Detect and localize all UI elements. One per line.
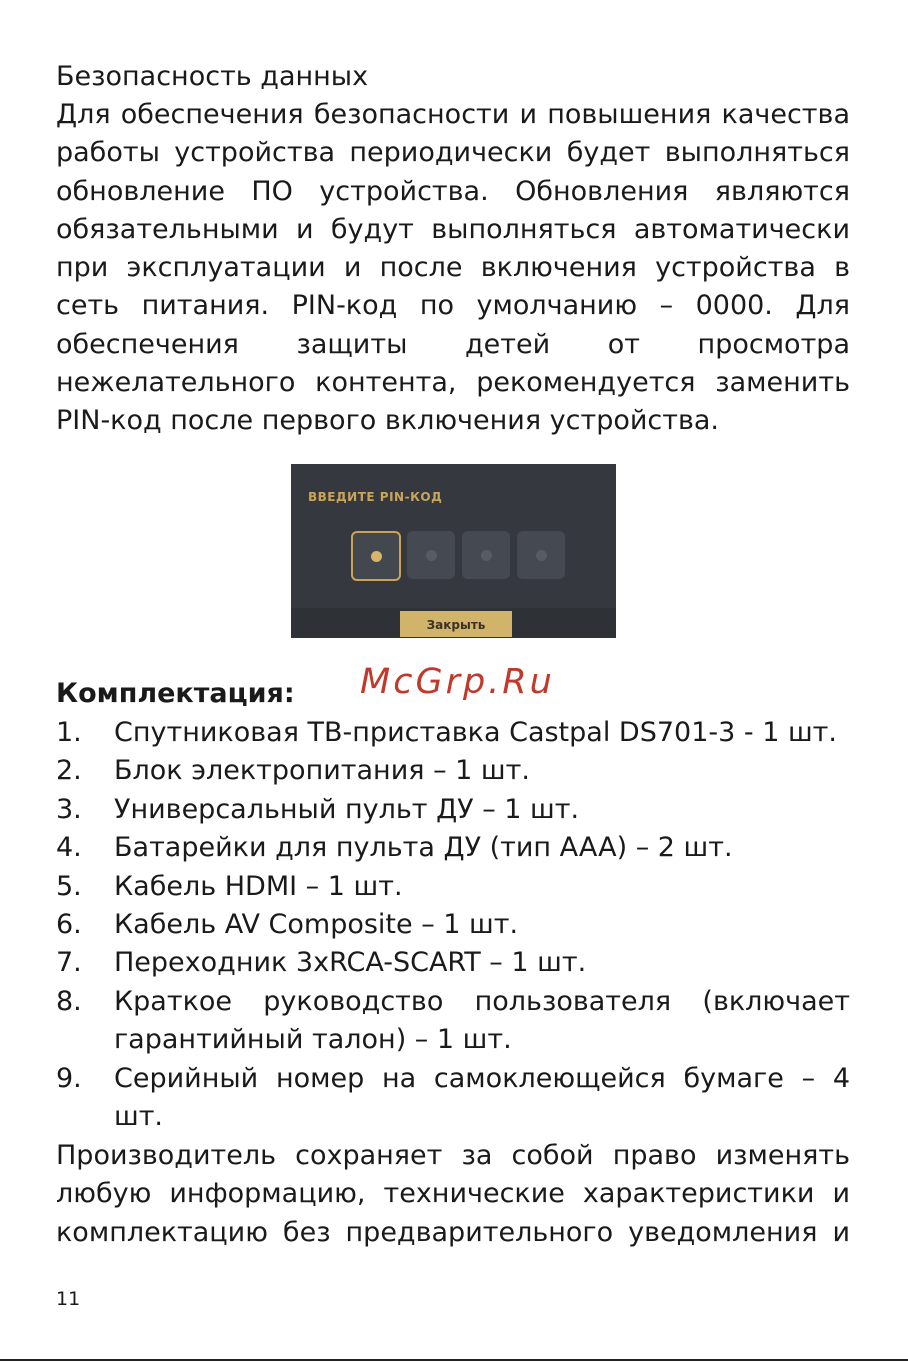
- list-item-text: Серийный номер на самоклеющейся бумаге – 4 шт.: [114, 1062, 850, 1133]
- list-item-text: Кабель HDMI – 1 шт.: [114, 870, 403, 902]
- list-item-number: 6.: [56, 909, 82, 941]
- disclaimer-paragraph: Производитель сохраняет за собой право изменять любую информацию, технические характеристики и комплектацию без предварительного уведомления и: [56, 1140, 850, 1248]
- list-item-number: 7.: [56, 947, 82, 979]
- list-item-number: 5.: [56, 870, 82, 902]
- kit-list: [56, 714, 850, 1136]
- pin-dot-icon: [536, 550, 547, 561]
- list-item-number: 1.: [56, 717, 82, 748]
- security-section: [56, 58, 850, 441]
- list-item: [56, 714, 850, 752]
- pin-dot-icon: [481, 550, 492, 561]
- pin-dialog-title: ВВЕДИТЕ PIN-КОД: [308, 490, 443, 504]
- list-item: [56, 1060, 850, 1137]
- list-item-text: Спутниковая ТВ-приставка Castpal DS701-3 - 1 шт.: [114, 717, 837, 748]
- list-item-text: Универсальный пульт ДУ – 1 шт.: [114, 793, 580, 825]
- pin-digit-2[interactable]: [407, 531, 455, 579]
- page-bottom-rule: [0, 1359, 908, 1361]
- list-item-number: 2.: [56, 755, 82, 787]
- list-item-text: Краткое руководство пользователя (включает гарантийный талон) – 1 шт.: [114, 985, 850, 1056]
- pin-dialog-screenshot: [291, 464, 616, 638]
- list-item: [56, 906, 850, 944]
- watermark-text: McGrp.Ru: [360, 662, 555, 702]
- close-button[interactable]: Закрыть: [400, 611, 512, 637]
- list-item: [56, 752, 850, 790]
- kit-heading: Комплектация:: [56, 678, 295, 709]
- pin-dot-icon: [426, 550, 437, 561]
- list-item-text: Блок электропитания – 1 шт.: [114, 755, 530, 787]
- list-item-number: 8.: [56, 985, 82, 1017]
- list-item-number: 9.: [56, 1062, 82, 1094]
- list-item: [56, 868, 850, 906]
- list-item: [56, 944, 850, 982]
- list-item: [56, 829, 850, 867]
- list-item-number: 4.: [56, 832, 82, 864]
- list-item: [56, 791, 850, 829]
- pin-digit-4[interactable]: [517, 531, 565, 579]
- page-number: 11: [56, 1288, 81, 1310]
- list-item: [56, 983, 850, 1060]
- pin-dot-icon: [371, 551, 382, 562]
- security-heading: Безопасность данных: [56, 61, 369, 92]
- list-item-text: Переходник 3xRCA-SCART – 1 шт.: [114, 947, 587, 979]
- pin-digit-1[interactable]: [351, 531, 401, 581]
- list-item-text: Батарейки для пульта ДУ (тип AAA) – 2 шт.: [114, 832, 733, 864]
- pin-digit-3[interactable]: [462, 531, 510, 579]
- list-item-text: Кабель AV Composite – 1 шт.: [114, 909, 519, 941]
- security-paragraph: Для обеспечения безопасности и повышения качества работы устройства периодически будет выполняться обновление ПО устройства. Обновления являются обязательными и будут выполняться автоматически при эксплуатации и после включения устройства в сеть питания. PIN-код по умолчанию – 0000. Для обеспечения защиты детей от просмотра нежелательного контента, рекомендуется заменить PIN-код после первого включения устройства.: [56, 99, 850, 437]
- list-item-number: 3.: [56, 793, 82, 825]
